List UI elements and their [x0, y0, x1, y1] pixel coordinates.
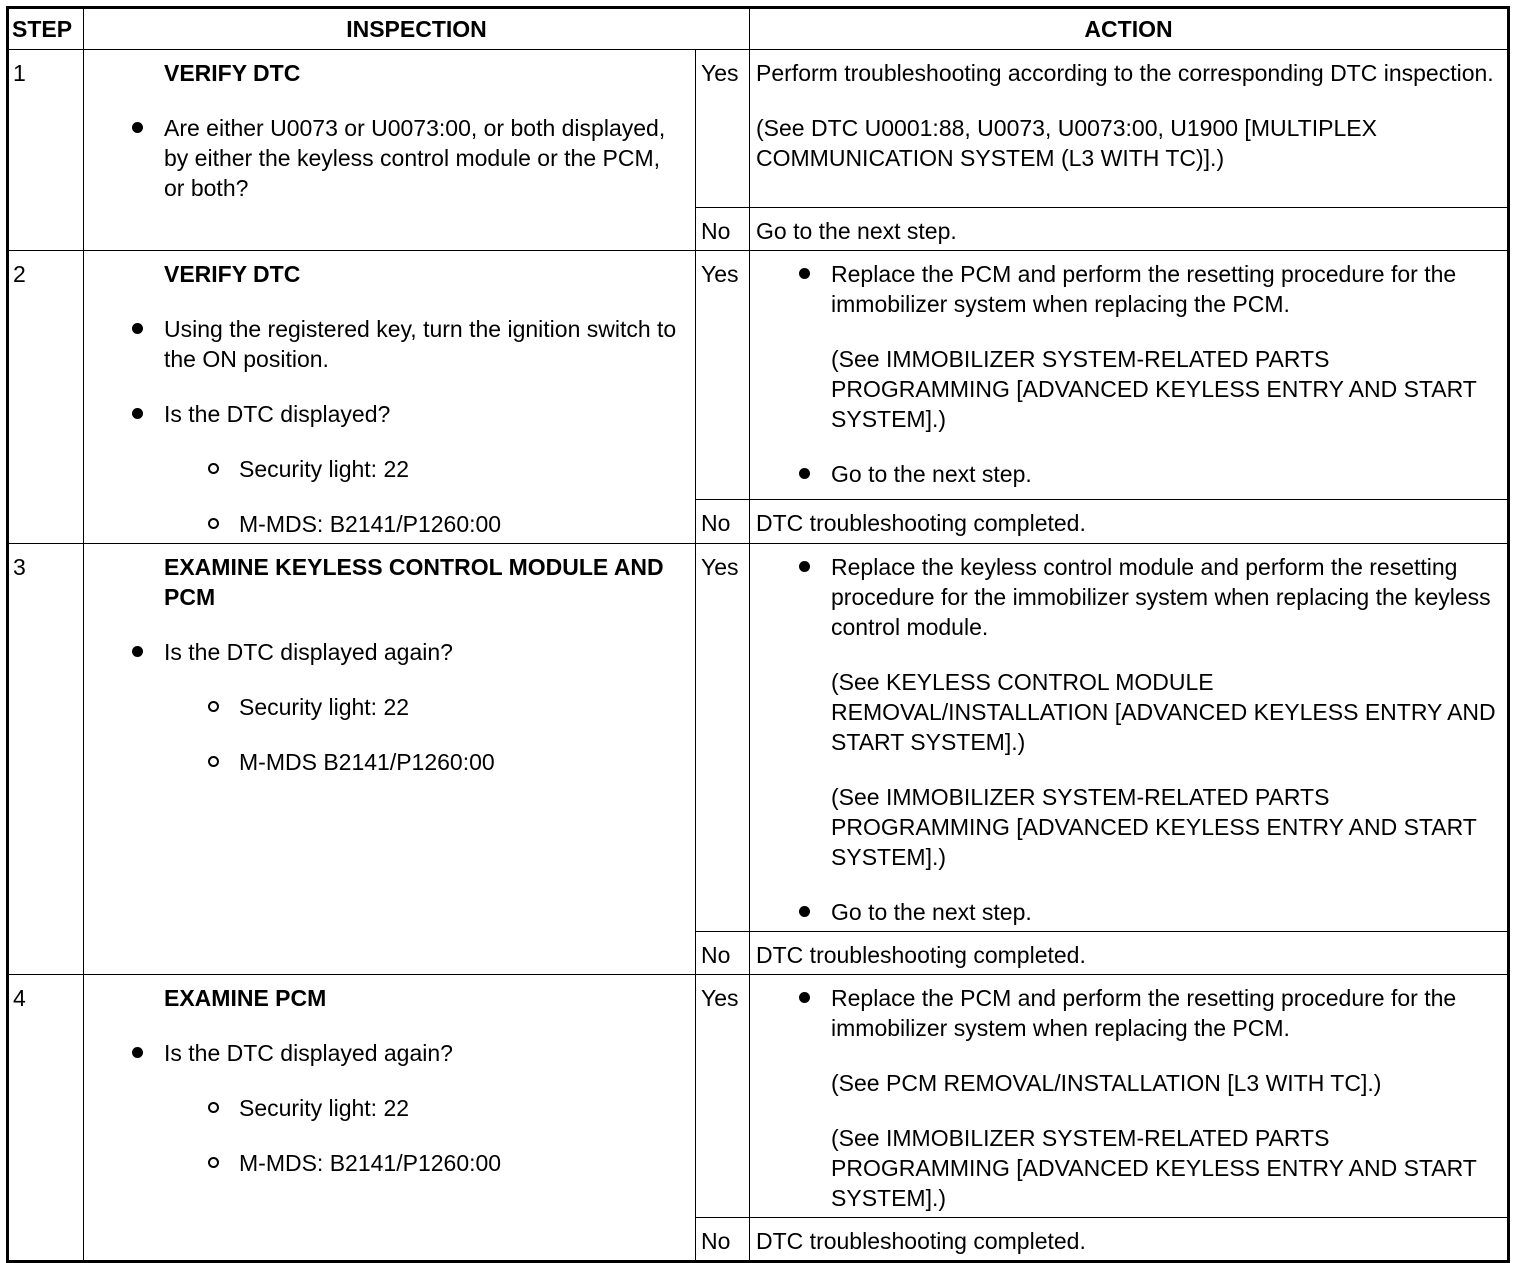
action-bullet: Go to the next step. — [831, 459, 1497, 489]
step-inspection — [84, 251, 696, 544]
step-inspection — [84, 50, 696, 251]
inspection-sub-bullet: M-MDS: B2141/P1260:00 — [239, 1148, 685, 1178]
action-bullet: Replace the PCM and perform the resetting procedure for the immobilizer system when replacing the PCM. — [831, 259, 1497, 319]
step-number: 3 — [8, 544, 84, 975]
yes-action — [750, 50, 1509, 208]
step-4-yes-row — [8, 975, 1509, 1218]
no-action: DTC troubleshooting completed. — [750, 500, 1509, 544]
yes-label: Yes — [696, 975, 750, 1218]
action-reference: (See IMMOBILIZER SYSTEM-RELATED PARTS PROGRAMMING [ADVANCED KEYLESS ENTRY AND START SYSTEM].) — [831, 1125, 1477, 1211]
yes-label: Yes — [696, 544, 750, 932]
action-text: Perform troubleshooting according to the corresponding DTC inspection. — [756, 60, 1494, 86]
no-label: No — [696, 208, 750, 251]
inspection-sub-bullet: M-MDS B2141/P1260:00 — [239, 747, 685, 777]
step-3-yes-row — [8, 544, 1509, 932]
yes-action — [750, 251, 1509, 500]
inspection-sub-bullet: Security light: 22 — [239, 692, 685, 722]
inspection-sub-bullet: Security light: 22 — [239, 454, 685, 484]
step-title: VERIFY DTC — [164, 60, 301, 86]
step-title: EXAMINE KEYLESS CONTROL MODULE AND PCM — [164, 554, 664, 610]
inspection-sub-bullet: Security light: 22 — [239, 1093, 685, 1123]
action-reference: (See IMMOBILIZER SYSTEM-RELATED PARTS PROGRAMMING [ADVANCED KEYLESS ENTRY AND START SYSTEM].) — [831, 784, 1477, 870]
action-bullet: Replace the PCM and perform the resetting procedure for the immobilizer system when replacing the PCM. — [831, 983, 1497, 1043]
step-inspection — [84, 975, 696, 1262]
yes-action — [750, 544, 1509, 932]
step-number: 4 — [8, 975, 84, 1262]
no-action: DTC troubleshooting completed. — [750, 932, 1509, 975]
action-bullet: Replace the keyless control module and perform the resetting procedure for the immobilizer system when replacing the keyless control module. — [831, 552, 1497, 642]
step-1-yes-row — [8, 50, 1509, 208]
no-action: DTC troubleshooting completed. — [750, 1218, 1509, 1262]
yes-action — [750, 975, 1509, 1218]
dtc-troubleshooting-table — [6, 6, 1510, 1263]
no-label: No — [696, 932, 750, 975]
no-action: Go to the next step. — [750, 208, 1509, 251]
header-row — [8, 8, 1509, 50]
inspection-header: INSPECTION — [84, 8, 750, 50]
step-number: 1 — [8, 50, 84, 251]
yes-label: Yes — [696, 50, 750, 208]
no-label: No — [696, 1218, 750, 1262]
inspection-bullet: Is the DTC displayed again? — [164, 1038, 685, 1068]
step-inspection — [84, 544, 696, 975]
action-reference: (See KEYLESS CONTROL MODULE REMOVAL/INSTALLATION [ADVANCED KEYLESS ENTRY AND START SYSTEM].) — [831, 669, 1496, 755]
inspection-bullet: Are either U0073 or U0073:00, or both displayed, by either the keyless control module or the PCM, or both? — [164, 113, 685, 203]
action-bullet: Go to the next step. — [831, 897, 1497, 927]
inspection-sub-bullet: M-MDS: B2141/P1260:00 — [239, 509, 685, 539]
step-number: 2 — [8, 251, 84, 544]
step-title: EXAMINE PCM — [164, 985, 327, 1011]
step-2-yes-row — [8, 251, 1509, 500]
step-title: VERIFY DTC — [164, 261, 301, 287]
inspection-bullet: Is the DTC displayed again? — [164, 637, 685, 667]
no-label: No — [696, 500, 750, 544]
step-header: STEP — [8, 8, 84, 50]
action-reference: (See IMMOBILIZER SYSTEM-RELATED PARTS PROGRAMMING [ADVANCED KEYLESS ENTRY AND START SYSTEM].) — [831, 346, 1477, 432]
action-reference: (See DTC U0001:88, U0073, U0073:00, U1900 [MULTIPLEX COMMUNICATION SYSTEM (L3 WITH TC)].) — [756, 115, 1377, 171]
action-reference: (See PCM REMOVAL/INSTALLATION [L3 WITH TC].) — [831, 1070, 1382, 1096]
action-header: ACTION — [750, 8, 1509, 50]
inspection-bullet: Using the registered key, turn the ignition switch to the ON position. — [164, 314, 685, 374]
yes-label: Yes — [696, 251, 750, 500]
inspection-bullet: Is the DTC displayed? — [164, 399, 685, 429]
